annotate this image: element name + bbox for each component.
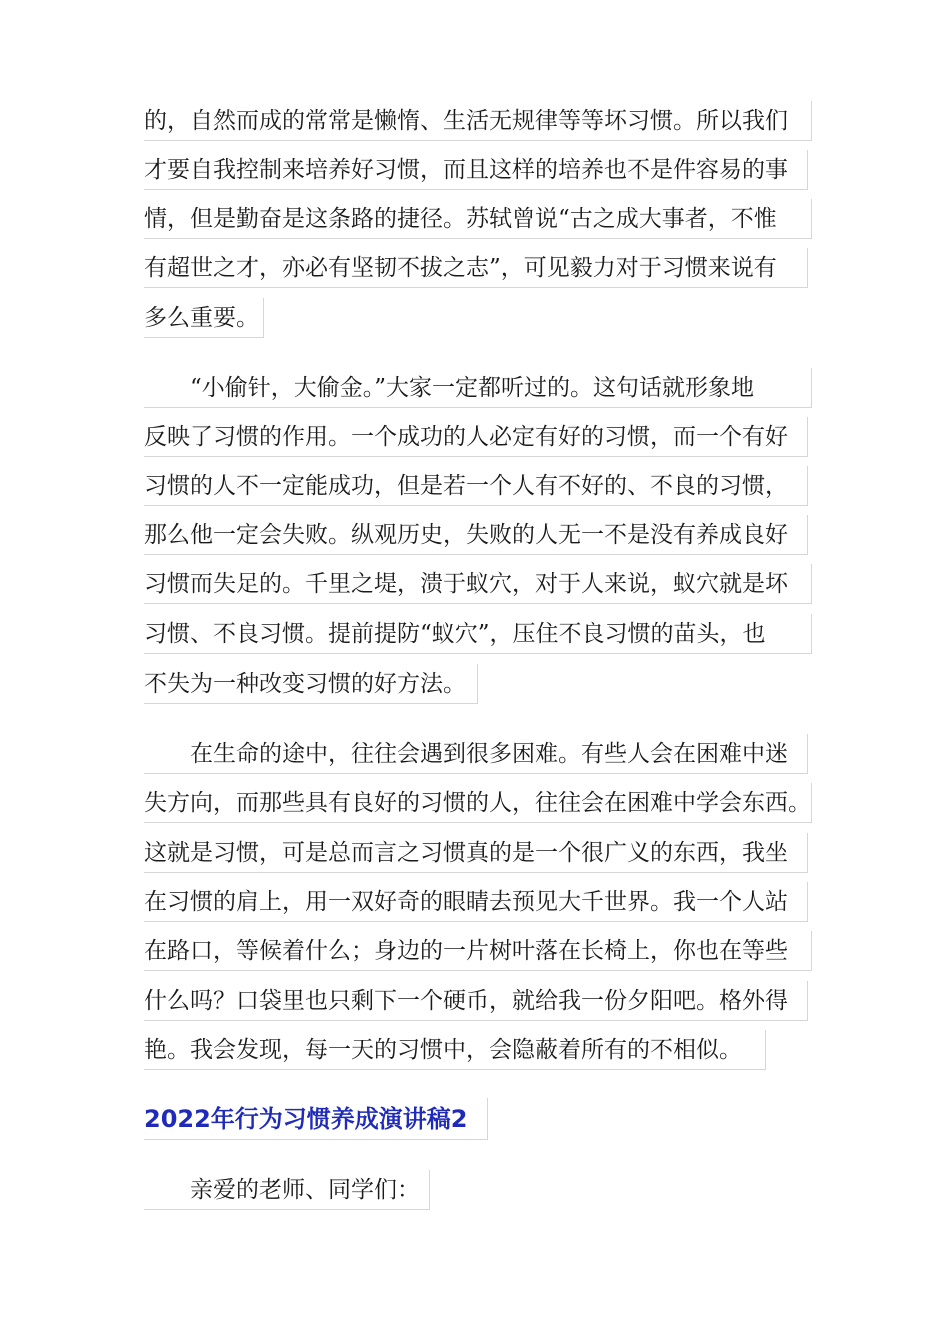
paragraph-2-line-2: 反映了习惯的作用。一个成功的人必定有好的习惯，而一个有好 (144, 417, 808, 457)
paragraph-1-line-5: 多么重要。 (144, 298, 264, 338)
paragraph-1-line-3: 情，但是勤奋是这条路的捷径。苏轼曾说“古之成大事者，不惟 (144, 199, 812, 239)
paragraph-3-line-6: 什么吗？口袋里也只剩下一个硬币，就给我一份夕阳吧。格外得 (144, 981, 808, 1021)
paragraph-2-line-4: 那么他一定会失败。纵观历史，失败的人无一不是没有养成良好 (144, 515, 808, 555)
greeting-line: 亲爱的老师、同学们： (144, 1170, 430, 1210)
paragraph-3-line-7: 艳。我会发现，每一天的习惯中，会隐蔽着所有的不相似。 (144, 1030, 766, 1070)
section-heading: 2022年行为习惯养成演讲稿2 (144, 1098, 488, 1140)
paragraph-2-line-1: “小偷针，大偷金。”大家一定都听过的。这句话就形象地 (144, 368, 812, 408)
paragraph-1-line-4: 有超世之才，亦必有坚韧不拔之志”，可见毅力对于习惯来说有 (144, 248, 808, 288)
paragraph-2-line-5: 习惯而失足的。千里之堤，溃于蚁穴，对于人来说，蚁穴就是坏 (144, 564, 812, 604)
paragraph-1-line-1: 的，自然而成的常常是懒惰、生活无规律等等坏习惯。所以我们 (144, 101, 812, 141)
paragraph-2-line-6: 习惯、不良习惯。提前提防“蚁穴”，压住不良习惯的苗头，也 (144, 614, 812, 654)
paragraph-2-line-3: 习惯的人不一定能成功，但是若一个人有不好的、不良的习惯， (144, 466, 808, 506)
paragraph-1-line-2: 才要自我控制来培养好习惯，而且这样的培养也不是件容易的事 (144, 150, 808, 190)
paragraph-3-line-5: 在路口，等候着什么；身边的一片树叶落在长椅上，你也在等些 (144, 931, 812, 971)
paragraph-3-line-2: 失方向，而那些具有良好的习惯的人，往往会在困难中学会东西。 (144, 783, 812, 823)
paragraph-2-line-7: 不失为一种改变习惯的好方法。 (144, 664, 478, 704)
paragraph-3-line-3: 这就是习惯，可是总而言之习惯真的是一个很广义的东西，我坐 (144, 833, 808, 873)
paragraph-3-line-1: 在生命的途中，往往会遇到很多困难。有些人会在困难中迷 (144, 734, 808, 774)
paragraph-3-line-4: 在习惯的肩上，用一双好奇的眼睛去预见大千世界。我一个人站 (144, 882, 808, 922)
